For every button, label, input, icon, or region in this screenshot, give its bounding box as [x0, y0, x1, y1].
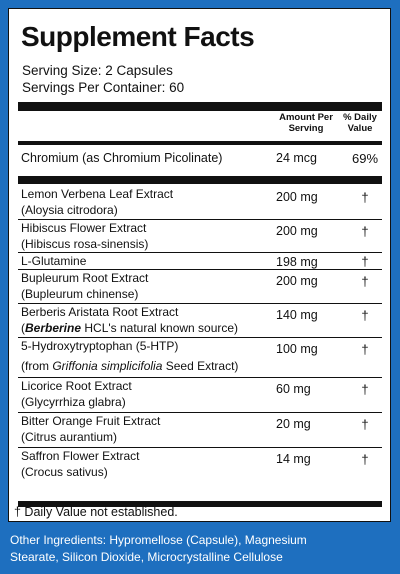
dv-header-line1: % Daily	[343, 112, 377, 123]
ingredient-dv: †	[361, 308, 369, 323]
row-divider	[18, 303, 382, 304]
amount-per-serving-header	[271, 112, 341, 134]
medium-rule	[18, 141, 382, 145]
amount-header-line1: Amount Per	[279, 112, 333, 123]
ingredient-dv: †	[361, 224, 369, 239]
ingredient-dv: †	[361, 417, 369, 432]
ingredient-row	[18, 187, 382, 220]
ingredient-row	[18, 449, 382, 483]
other-ingredients-line1: Other Ingredients: Hypromellose (Capsule), Magnesium	[10, 533, 307, 547]
row-divider	[18, 269, 382, 270]
ingredient-name: Licorice Root Extract	[21, 379, 132, 393]
panel-title: Supplement Facts	[21, 21, 255, 52]
row-divider	[18, 447, 382, 448]
ingredient-amount: 200 mg	[276, 224, 318, 238]
ingredient-dv: †	[361, 274, 369, 289]
ingredient-dv: †	[361, 254, 369, 269]
source-emphasis-bold: Berberine	[25, 321, 82, 335]
source-rest: HCL's natural known source)	[81, 321, 239, 335]
source-prefix: (	[21, 321, 25, 335]
ingredient-name: L-Glutamine	[21, 254, 87, 268]
ingredient-dv: †	[361, 452, 369, 467]
ingredient-amount: 60 mg	[276, 382, 311, 396]
row-divider	[18, 412, 382, 413]
ingredient-row	[18, 305, 382, 338]
ingredient-name: Lemon Verbena Leaf Extract	[21, 187, 174, 201]
row-divider	[18, 337, 382, 338]
amount-header-line2: Serving	[288, 123, 324, 134]
serving-size: Serving Size: 2 Capsules	[22, 63, 173, 78]
ingredient-amount: 20 mg	[276, 417, 311, 431]
ingredient-amount: 200 mg	[276, 274, 318, 288]
ingredient-row	[18, 221, 382, 253]
ingredient-source: (Crocus sativus)	[21, 465, 108, 479]
ingredient-row	[18, 254, 382, 270]
ingredient-amount: 200 mg	[276, 190, 318, 204]
ingredient-dv: †	[361, 382, 369, 397]
other-ingredients	[10, 532, 390, 566]
nutrient-name: Chromium (as Chromium Picolinate)	[21, 151, 223, 165]
ingredient-name: 5-Hydroxytryptophan (5-HTP)	[21, 339, 179, 353]
nutrient-amount: 24 mcg	[276, 151, 317, 165]
daily-value-header	[339, 112, 381, 134]
ingredient-amount: 100 mg	[276, 342, 318, 356]
ingredient-dv: †	[361, 190, 369, 205]
ingredient-source: (Citrus aurantium)	[21, 430, 118, 444]
ingredient-name: Saffron Flower Extract	[21, 449, 140, 463]
ingredient-row	[18, 414, 382, 448]
other-ingredients-line2: Stearate, Silicon Dioxide, Microcrystalline Cellulose	[10, 550, 283, 564]
thick-rule-middle	[18, 176, 382, 184]
ingredient-row	[18, 271, 382, 304]
servings-per-container: Servings Per Container: 60	[22, 80, 185, 95]
ingredient-amount: 198 mg	[276, 255, 318, 269]
ingredient-name: Bitter Orange Fruit Extract	[21, 414, 161, 428]
row-divider	[18, 252, 382, 253]
source-prefix: (from	[21, 359, 53, 373]
dv-header-line2: Value	[347, 123, 373, 134]
ingredient-name: Hibiscus Flower Extract	[21, 221, 147, 235]
source-rest: Seed Extract)	[162, 359, 239, 373]
ingredient-row	[18, 379, 382, 413]
row-divider	[18, 219, 382, 220]
ingredient-name: Berberis Aristata Root Extract	[21, 305, 179, 319]
ingredient-source	[21, 359, 238, 374]
ingredient-name: Bupleurum Root Extract	[21, 271, 149, 285]
nutrient-row-chromium	[18, 149, 382, 173]
source-emphasis-italic: Griffonia simplicifolia	[52, 359, 163, 373]
thick-rule-top	[18, 102, 382, 111]
ingredient-source	[21, 321, 238, 336]
ingredient-amount: 140 mg	[276, 308, 318, 322]
row-divider	[18, 377, 382, 378]
ingredient-source: (Aloysia citrodora)	[21, 203, 118, 217]
nutrient-dv: 69%	[351, 151, 379, 166]
ingredient-amount: 14 mg	[276, 452, 311, 466]
ingredient-source: (Hibiscus rosa-sinensis)	[21, 237, 149, 251]
ingredient-source: (Bupleurum chinense)	[21, 287, 139, 301]
footnote: † Daily Value not established.	[14, 505, 178, 519]
ingredient-row	[18, 339, 382, 378]
ingredient-source: (Glycyrrhiza glabra)	[21, 395, 126, 409]
supplement-facts-panel	[8, 8, 391, 522]
ingredient-dv: †	[361, 342, 369, 357]
